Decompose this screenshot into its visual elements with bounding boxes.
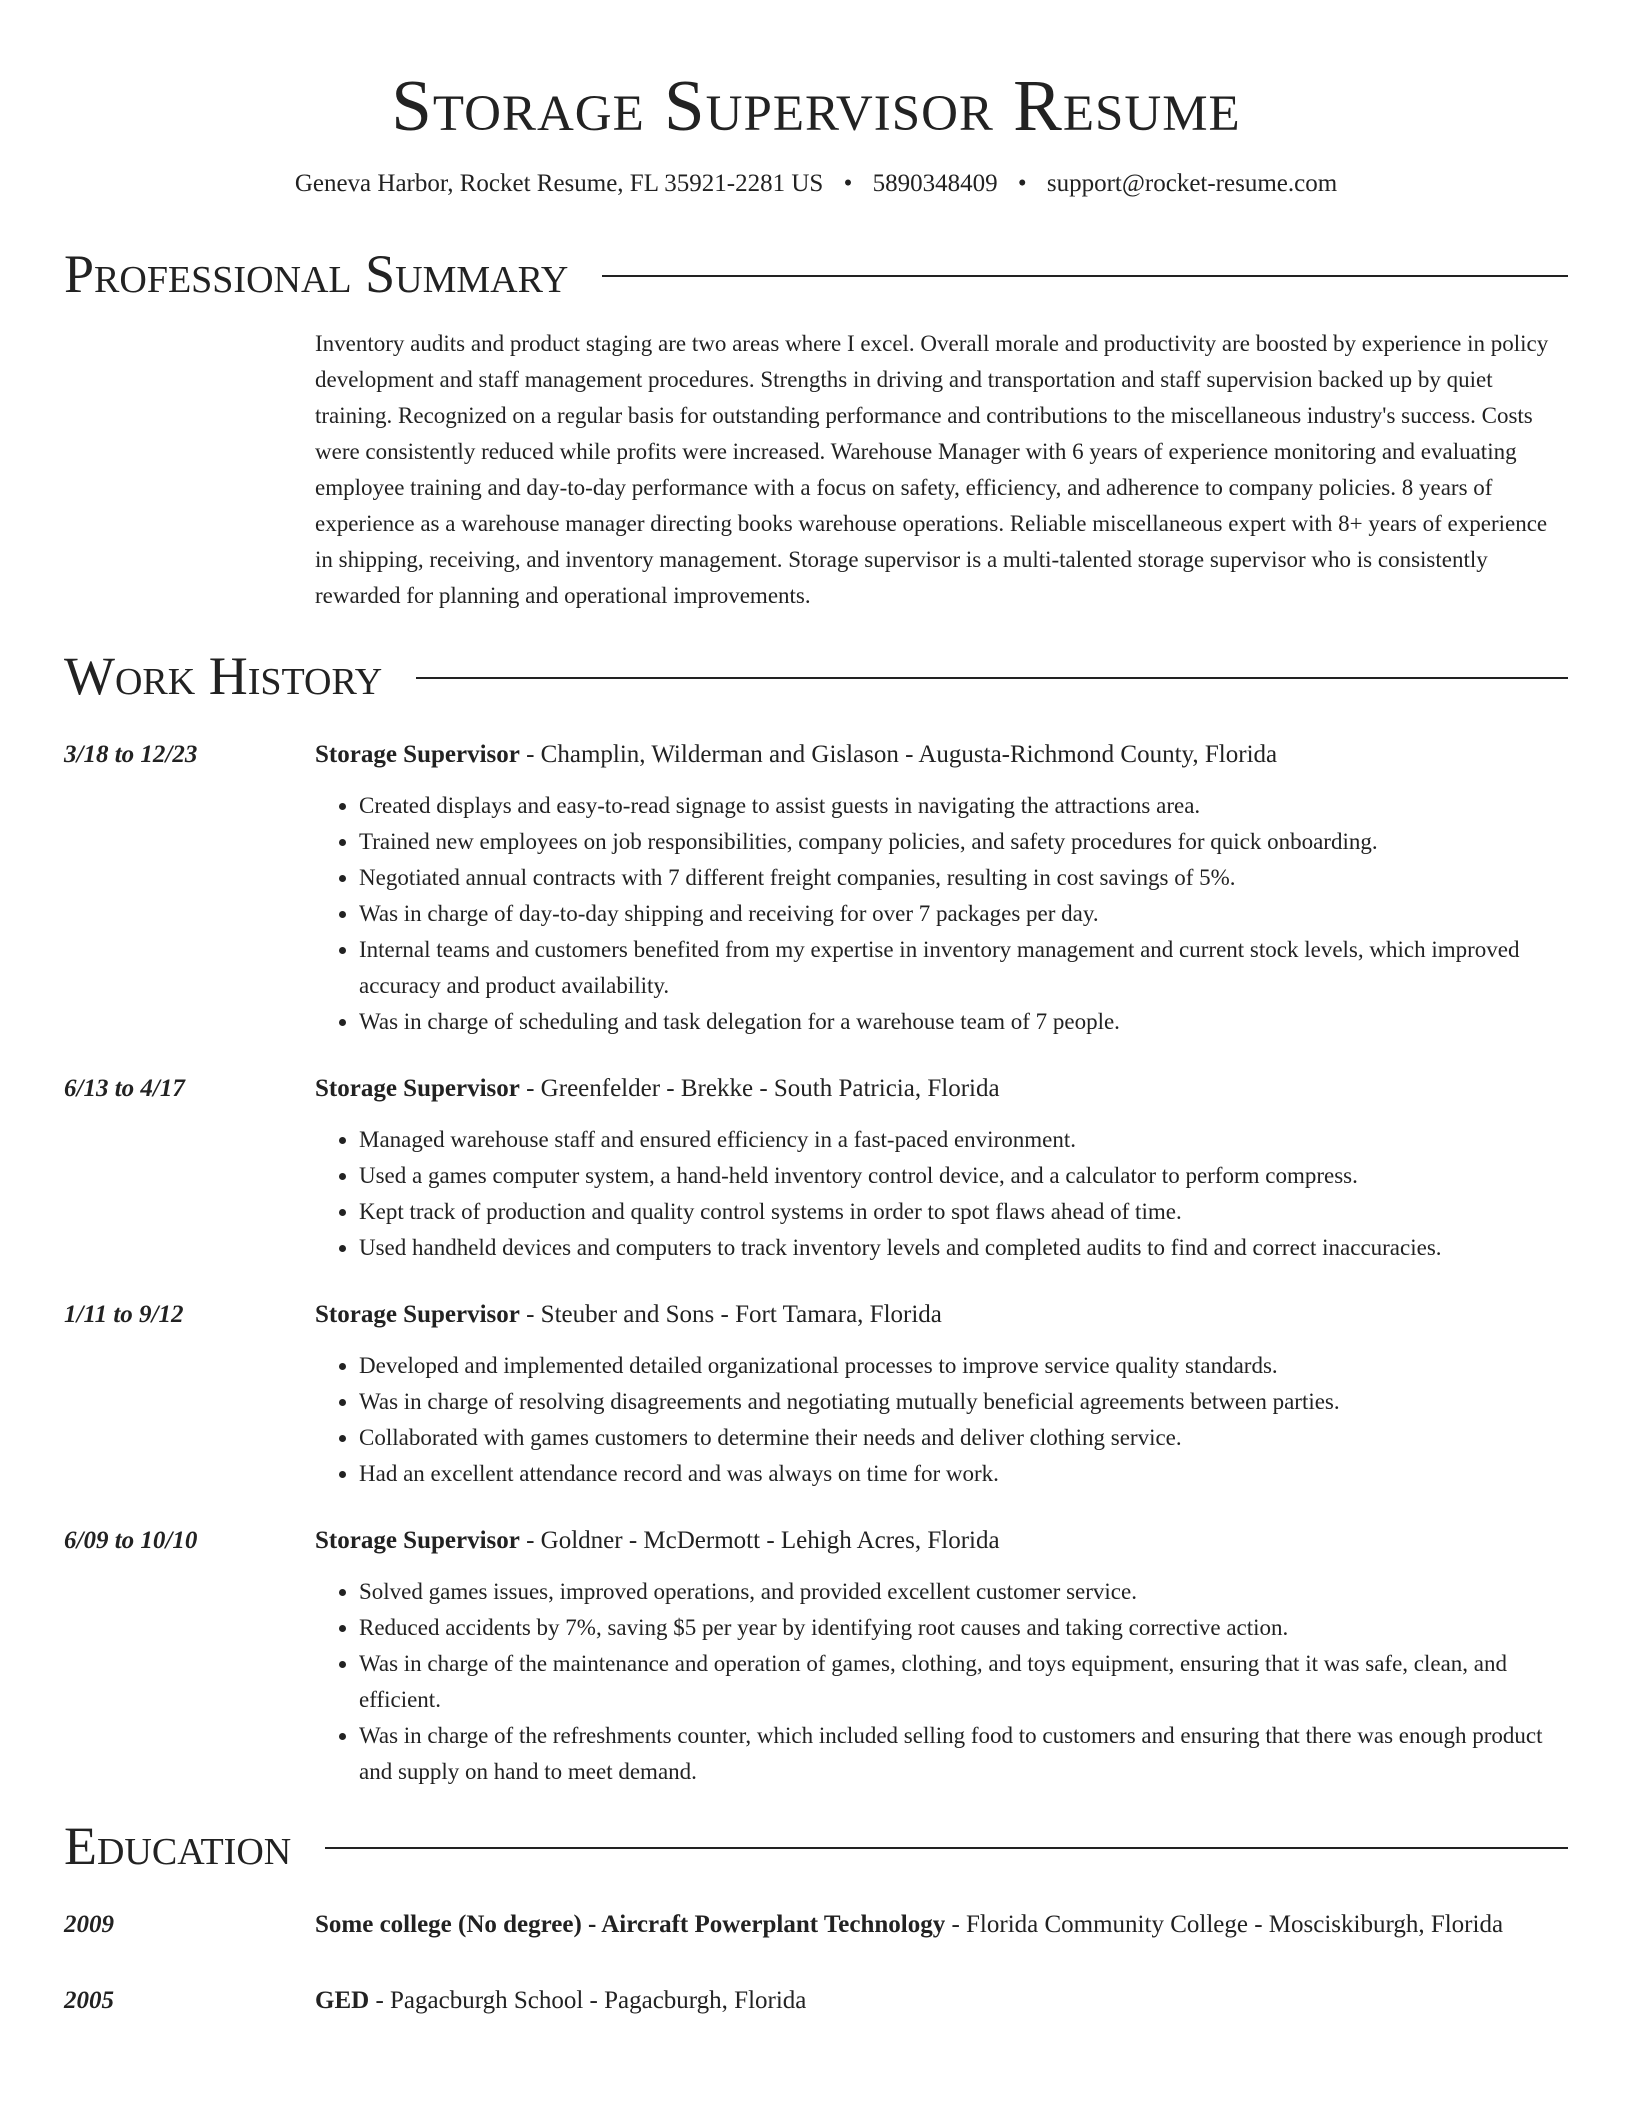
job-bullet: • Was in charge of the maintenance and operation of games, clothing, and toys equipment, ensuring that it was safe, clean, and efficient.: [359, 1646, 1568, 1718]
education-degree: GED: [315, 1987, 370, 2014]
education-details: - Florida Community College - Mosciskiburgh, Florida: [945, 1911, 1504, 1938]
work-heading: Work History: [64, 646, 383, 706]
job-bullet: • Solved games issues, improved operations, and provided excellent customer service.: [359, 1574, 1568, 1610]
job-bullets: [315, 788, 1568, 1040]
job-bullet: • Was in charge of the refreshments counter, which included selling food to customers and ensuring that there was enough product and supply on hand to meet demand.: [359, 1718, 1568, 1790]
summary-heading: Professional Summary: [64, 244, 569, 304]
job-entry: [64, 1296, 1568, 1492]
job-body: [315, 1296, 1568, 1492]
job-title: Storage Supervisor: [315, 741, 520, 768]
job-bullet: • Developed and implemented detailed organizational processes to improve service quality standards.: [359, 1348, 1568, 1384]
job-entry: [64, 1522, 1568, 1790]
job-bullet: • Was in charge of day-to-day shipping and receiving for over 7 packages per day.: [359, 896, 1568, 932]
job-bullet: • Managed warehouse staff and ensured efficiency in a fast-paced environment.: [359, 1122, 1568, 1158]
resume-title: Storage Supervisor Resume: [391, 65, 1241, 146]
contact-line: [64, 166, 1568, 202]
education-section-header: [64, 1814, 1568, 1878]
contact-phone: 5890348409: [872, 170, 998, 197]
job-body: [315, 1522, 1568, 1790]
job-bullet: • Trained new employees on job responsibilities, company policies, and safety procedures for quick onboarding.: [359, 824, 1568, 860]
education-body: [315, 1906, 1568, 1944]
education-details: - Pagacburgh School - Pagacburgh, Florida: [369, 1987, 807, 2014]
job-bullet: • Had an excellent attendance record and was always on time for work.: [359, 1456, 1568, 1492]
education-year: 2005: [64, 1987, 114, 2014]
section-divider: [602, 275, 1568, 277]
job-bullets: [315, 1348, 1568, 1492]
work-section-header: [64, 644, 1568, 708]
job-dates: 1/11 to 9/12: [64, 1301, 184, 1328]
job-details: - Greenfelder - Brekke - South Patricia, Florida: [519, 1075, 1000, 1102]
job-bullet: • Was in charge of resolving disagreements and negotiating mutually beneficial agreements between parties.: [359, 1384, 1568, 1420]
summary-section-header: [64, 242, 1568, 306]
job-title: Storage Supervisor: [315, 1301, 520, 1328]
job-bullet: • Negotiated annual contracts with 7 different freight companies, resulting in cost savings of 5%.: [359, 860, 1568, 896]
section-divider: [325, 1847, 1568, 1849]
education-entry: [64, 1982, 1568, 2020]
education-entry: [64, 1906, 1568, 1944]
job-bullets: [315, 1574, 1568, 1790]
job-body: [315, 1070, 1568, 1266]
section-divider: [416, 677, 1568, 679]
job-bullet: • Used a games computer system, a hand-held inventory control device, and a calculator to perform compress.: [359, 1158, 1568, 1194]
contact-email: support@rocket-resume.com: [1046, 170, 1338, 197]
job-entry: [64, 1070, 1568, 1266]
job-bullet: • Kept track of production and quality control systems in order to spot flaws ahead of time.: [359, 1194, 1568, 1230]
contact-separator: •: [843, 170, 853, 197]
job-dates: 3/18 to 12/23: [64, 741, 198, 768]
job-details: - Steuber and Sons - Fort Tamara, Florida: [519, 1301, 942, 1328]
education-heading: Education: [64, 1816, 292, 1876]
job-details: - Champlin, Wilderman and Gislason - Augusta-Richmond County, Florida: [519, 741, 1278, 768]
job-bullet: • Was in charge of scheduling and task delegation for a warehouse team of 7 people.: [359, 1004, 1568, 1040]
contact-separator: •: [1017, 170, 1027, 197]
education-body: [315, 1982, 1568, 2020]
education-degree: Some college (No degree) - Aircraft Powerplant Technology: [315, 1911, 946, 1938]
summary-text: Inventory audits and product staging are two areas where I excel. Overall morale and productivity are boosted by experience in policy development and staff management procedures. Strengths in driving and transportation and staff supervision backed up by quiet training. Recognized on a regular basis for outstanding performance and contributions to the miscellaneous industry's success. Costs were consistently reduced while profits were increased. Warehouse Manager with 6 years of experience monitoring and evaluating employee training and day-to-day performance with a focus on safety, efficiency, and adherence to company policies. 8 years of experience as a warehouse manager directing books warehouse operations. Reliable miscellaneous expert with 8+ years of experience in shipping, receiving, and inventory management. Storage supervisor is a multi-talented storage supervisor who is consistently rewarded for planning and operational improvements.: [315, 331, 1549, 608]
education-year: 2009: [64, 1911, 114, 1938]
job-bullet: • Internal teams and customers benefited from my expertise in inventory management and current stock levels, which improved accuracy and product availability.: [359, 932, 1568, 1004]
job-entry: [64, 736, 1568, 1040]
job-bullet: • Reduced accidents by 7%, saving $5 per year by identifying root causes and taking corrective action.: [359, 1610, 1568, 1646]
job-title: Storage Supervisor: [315, 1075, 520, 1102]
job-bullets: [315, 1122, 1568, 1266]
job-details: - Goldner - McDermott - Lehigh Acres, Florida: [519, 1527, 1000, 1554]
job-dates: 6/09 to 10/10: [64, 1527, 198, 1554]
contact-address: Geneva Harbor, Rocket Resume, FL 35921-2281 US: [294, 170, 824, 197]
job-bullet: • Created displays and easy-to-read signage to assist guests in navigating the attractions area.: [359, 788, 1568, 824]
job-bullet: • Collaborated with games customers to determine their needs and deliver clothing service.: [359, 1420, 1568, 1456]
job-title: Storage Supervisor: [315, 1527, 520, 1554]
job-dates: 6/13 to 4/17: [64, 1075, 185, 1102]
job-bullet: • Used handheld devices and computers to track inventory levels and completed audits to find and correct inaccuracies.: [359, 1230, 1568, 1266]
job-body: [315, 736, 1568, 1040]
